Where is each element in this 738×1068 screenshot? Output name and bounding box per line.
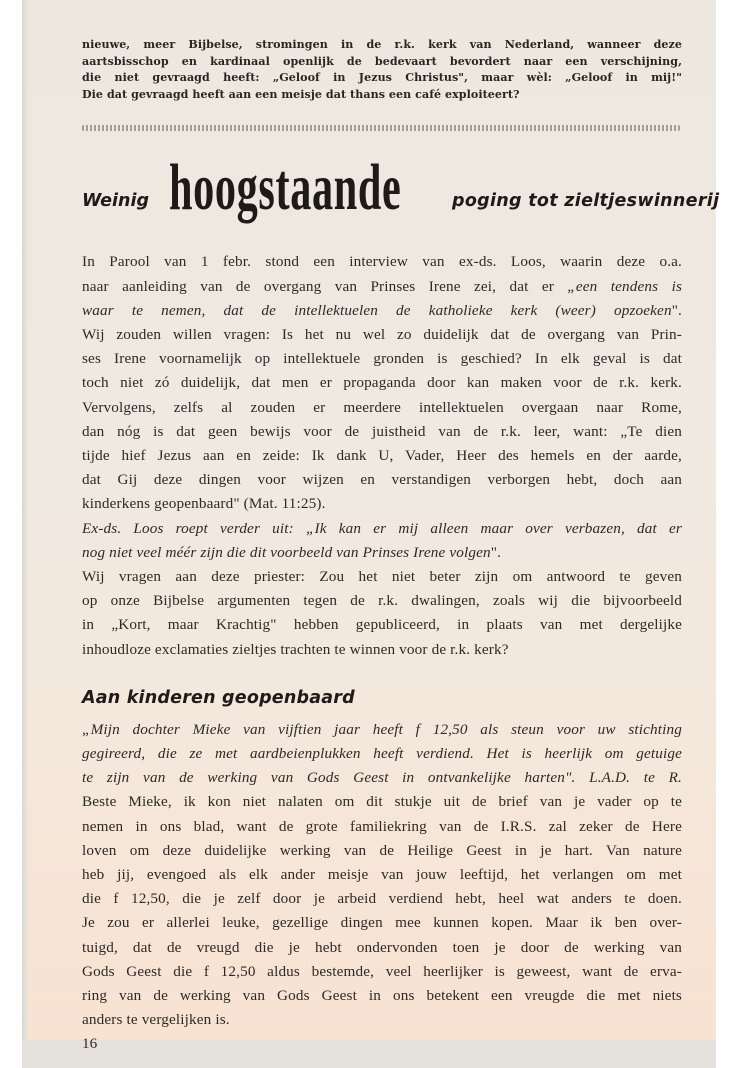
intro-line: die niet gevraagd heeft: „Geloof in Jezus Christus", maar wèl: „Geloof in mij!": [82, 71, 682, 85]
roman-text: in „Kort, maar Krachtig" hebben gepubliceerd, in plaats van met dergelijke: [82, 616, 682, 634]
article-2-body: [82, 718, 682, 1033]
text-line: [82, 323, 682, 347]
roman-text: heb jij, evengoed als elk ander meisje van jouw leeftijd, het verlangen om met: [82, 866, 682, 884]
italic-text: te zijn van de werking van Gods Geest in ontvankelijke harten". L.A.D. te R.: [82, 769, 682, 787]
headline-big: hoogstaande: [169, 151, 402, 225]
text-line: [82, 1008, 682, 1032]
text-line: [82, 718, 682, 742]
roman-text: tijde hief Jezus aan en zeide: Ik dank U, Vader, Heer des hemels en der aarde,: [82, 447, 682, 464]
roman-text: tuigd, dat de vreugd die je hebt ondervonden toen je door de werking van: [82, 938, 682, 956]
roman-text: Vervolgens, zelfs al zouden er meerdere intellektuelen overgaan naar Rome,: [82, 398, 682, 416]
text-line: [82, 863, 682, 887]
text-line: [82, 638, 682, 662]
text-line: [82, 420, 682, 444]
headline-right: poging tot zieltjeswinnerij: [452, 191, 720, 212]
italic-text: Ex-ds. Loos roept verder uit: „Ik kan er mij alleen maar over verbazen, dat er: [82, 519, 682, 537]
roman-text: ".: [671, 301, 682, 319]
intro-line: nieuwe, meer Bijbelse, stromingen in de r.k. kerk van Nederland, wanneer deze: [82, 38, 682, 51]
text-line: [82, 541, 682, 565]
italic-text: „Mijn dochter Mieke van vijftien jaar heeft f 12,50 als steun voor uw stichting: [82, 720, 682, 738]
article-1-body: [82, 250, 682, 661]
roman-text: dan nóg is dat geen bewijs voor de juistheid van de r.k. leer, want: „Te dien: [82, 422, 682, 440]
roman-text: ring van de werking van Gods Geest in ons betekent een vreugde die met niets: [82, 987, 682, 1005]
italic-text: gegireerd, die ze met aardbeienplukken heeft verdiend. Het is heerlijk om getuige: [82, 745, 682, 763]
text-line: [82, 790, 682, 814]
text-line: [82, 250, 682, 274]
text-line: [82, 517, 682, 541]
text-line: [82, 839, 682, 863]
roman-text: anders te vergelijken is.: [82, 1011, 230, 1029]
roman-text: loven om deze duidelijke werking van de Heilige Geest in je hart. Van nature: [82, 841, 682, 859]
text-line: [82, 613, 682, 637]
roman-text: op onze Bijbelse argumenten tegen de r.k. dwalingen, zoals wij die bijvoorbeeld: [82, 592, 682, 610]
intro-paragraph: [82, 37, 682, 103]
text-line: [82, 347, 682, 371]
text-line: [82, 911, 682, 935]
roman-text: Je zou er allerlei leuke, gezellige dingen mee kunnen kopen. Maar ik ben over-: [82, 914, 682, 932]
roman-text: Gods Geest die f 12,50 aldus bestemde, veel heerlijker is geweest, want de erva-: [82, 962, 682, 980]
roman-text: inhoudloze exclamaties zieltjes trachten te winnen voor de r.k. kerk?: [82, 640, 509, 658]
intro-line: Die dat gevraagd heeft aan een meisje dat thans een café exploiteert?: [82, 87, 520, 101]
page-content: [82, 20, 720, 1056]
roman-text: Beste Mieke, ik kon niet nalaten om dit stukje uit de brief van je vader op te: [82, 793, 682, 811]
intro-line: aartsbisschop en kardinaal openlijk de bedevaart bevordert naar een verschijning,: [82, 54, 682, 68]
italic-text: „een tendens is: [567, 277, 683, 295]
roman-text: toch niet zó duidelijk, dat men er propaganda door kan maken voor de r.k. kerk.: [82, 374, 682, 392]
text-line: [82, 444, 682, 468]
text-line: [82, 468, 682, 492]
roman-text: nemen in ons blad, want de grote familiekring van de I.R.S. zal zeker de Here: [82, 817, 682, 835]
italic-text: waar te nemen, dat de intellektuelen de katholieke kerk (weer) opzoeken: [82, 301, 672, 319]
text-line: [82, 960, 682, 984]
roman-text: kinderkens geopenbaard" (Mat. 11:25).: [82, 495, 326, 513]
roman-text: dat Gij deze dingen voor wijzen en verstandigen verborgen hebt, doch aan: [82, 471, 682, 489]
wavy-divider: [82, 125, 680, 131]
roman-text: naar aanleiding van de overgang van Prinses Irene zei, dat er: [82, 277, 568, 295]
text-line: [82, 492, 682, 516]
text-line: [82, 299, 682, 323]
text-line: [82, 984, 682, 1008]
italic-text: nog niet veel méér zijn die dit voorbeeld van Prinses Irene volgen: [82, 543, 491, 561]
text-line: [82, 371, 682, 395]
roman-text: ses Irene voornamelijk op intellektuele gronden is geschied? In elk geval is dat: [82, 350, 682, 368]
roman-text: In Parool van 1 febr. stond een interview van ex-ds. Loos, waarin deze o.a.: [82, 253, 682, 271]
page-number: 16: [82, 1035, 98, 1053]
text-line: [82, 396, 682, 420]
text-line: [82, 565, 682, 589]
text-line: [82, 936, 682, 960]
text-line: [82, 589, 682, 613]
text-line: [82, 766, 682, 790]
roman-text: die f 12,50, die je zelf door je arbeid verdiend hebt, heel wat anders te doen.: [82, 890, 682, 908]
headline-left: Weinig: [82, 191, 150, 212]
roman-text: Wij zouden willen vragen: Is het nu wel zo duidelijk dat de overgang van Prin-: [82, 325, 682, 343]
roman-text: Wij vragen aan deze priester: Zou het niet beter zijn om antwoord te geven: [82, 568, 682, 586]
text-line: [82, 742, 682, 766]
article-headline: [82, 151, 720, 225]
section-heading: Aan kinderen geopenbaard: [82, 687, 355, 708]
text-line: [82, 275, 682, 299]
text-line: [82, 815, 682, 839]
text-line: [82, 887, 682, 911]
roman-text: ".: [490, 543, 502, 561]
page-edge: [22, 0, 28, 1068]
